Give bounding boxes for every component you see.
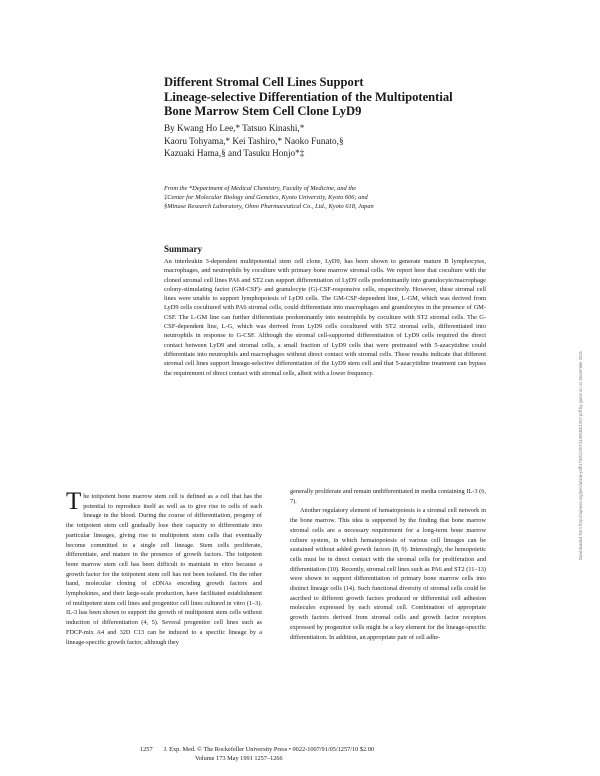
drop-cap: T xyxy=(66,492,82,515)
body-column-left xyxy=(66,492,262,744)
article-title xyxy=(164,75,494,119)
page-number: 1257 xyxy=(140,746,153,753)
body-column-right xyxy=(290,487,486,739)
journal-citation: J. Exp. Med. © The Rockefeller University Press • 0022-1007/91/05/1257/10 $2.00 xyxy=(163,746,375,753)
body-paragraph: generally proliferate and remain undifferentiated in media containing IL-3 (6, 7). xyxy=(290,488,486,505)
author-line-3: Kazuaki Hama,§ and Tasuku Honjo*‡ xyxy=(164,148,305,159)
title-line-1: Different Stromal Cell Lines Support xyxy=(164,75,364,89)
title-line-3: Bone Marrow Stem Cell Clone LyD9 xyxy=(164,104,362,118)
affiliation-line-2: ‡Center for Molecular Biology and Genetics, Kyoto University, Kyoto 606; and xyxy=(164,193,368,201)
volume-line: Volume 173 May 1991 1257–1266 xyxy=(195,755,283,762)
summary-text: An interleukin 3-dependent multipotential stem cell clone, LyD9, has been shown to generate mature B lymphocytes, macrophages, and neutrophils by coculture with primary bone marrow stromal cells. We report here that coculture with the cloned stromal cell lines PA6 and ST2 can support differentiation of LyD9 cells predominantly into granulocyte/macrophage colony-stimulating factor (GM-CSF)- and granulocyte (G)-CSF-responsive cells, respectively. However, these stromal cell lines were unable to support lymphopoiesis of LyD9 cells. The GM-CSF-dependent line, L-GM, which was derived from LyD9 cells cocultured with PA6 stromal cells, could differentiate into macrophages and granulocytes in the presence of GM-CSF. The L-GM line can further differentiate predominantly into neutrophils by coculture with ST2 stromal cells. The G-CSF-dependent line, L-G, which was derived from LyD9 cells cocultured with ST2 stromal cells, differentiated into neutrophils in response to G-CSF. Although the stromal cell-supported differentiation of LyD9 cells required the direct contact between LyD9 and stromal cells, a small fraction of LyD9 cells that were pretreated with 5-azacytidine could differentiate into neutrophils and macrophages without direct contact with stromal cells. These results indicate that different stromal cell lines support lineage-selective differentiation of the LyD9 stem cell and that 5-azacytidine treatment can bypass the requirement of direct contact with stromal cells, albeit with a lower frequency. xyxy=(164,258,486,377)
body-paragraph: he totipotent bone marrow stem cell is defined as a cell that has the potential to reproduce itself as well as to give rise to cells of each lineage in the blood. During the course of differentiation, progeny of the totipotent stem cell gradually lose their capacity to differentiate into particular lineages, giving rise to multipotent stem cells that eventually become committed to a single cell lineage. Stem cells proliferate, differentiate, and mature in the presence of growth factors. The totipotent bone marrow stem cell has been difficult to maintain in vitro because a growth factor for the totipotent stem cell has not been isolated. On the other hand, molecular cloning of cDNAs encoding growth factors and lymphokines, and their large-scale production, have facilitated establishment of multipotent stem cell lines and progenitor cell lines cultured in vitro (1–3). IL-3 has been shown to support the growth of multipotent stem cells without induction of differentiation (4, 5). Several progenitor cell lines such as FDCP-mix A4 and 32D C13 can be induced to a specific lineage by a lineage-specific growth factor, although they xyxy=(66,493,262,646)
author-line-2: Kaoru Tohyama,* Kei Tashiro,* Naoko Funato,§ xyxy=(164,135,344,146)
download-sidebar xyxy=(576,250,586,560)
author-line-1: By Kwang Ho Lee,* Tatsuo Kinashi,* xyxy=(164,123,305,133)
body-paragraph: Another regulatory element of hematopoiesis is a stromal cell network in the bone marrow. This idea is supported by the finding that bone marrow stromal cells are a necessary requirement for a long-term bone marrow culture system, in which hematopoiesis of various cell lineages can be sustained without added growth factors (8, 9). Interestingly, the hemopoietic cells must be in direct contact with the stromal cells for proliferation and differentiation (10). Recently, stromal cell lines such as PA6 and ST2 (11–13) were shown to support differentiation of primary bone marrow cells into distinct lineage cells (14). Such functional diversity of stromal cells could be ascribed to different growth factors produced or differential cell adhesion molecules expressed by each stromal cell. Combination of appropriate growth factors derived from stromal cells and growth factor receptors expressed by progenitor cells might be a key element for the lineage-specific differentiation. In addition, an appropriate pair of cell adhe- xyxy=(290,507,486,641)
author-list xyxy=(164,122,464,160)
title-line-2: Lineage-selective Differentiation of the Multipotential xyxy=(164,89,453,104)
page-footer xyxy=(140,745,494,763)
affiliation-line-3: §Minase Research Laboratory, Ohno Pharmaceutical Co., Ltd., Kyoto 618, Japan xyxy=(164,202,374,210)
affiliations xyxy=(164,185,464,212)
summary-heading: Summary xyxy=(164,244,202,254)
affiliation-line-1: From the *Department of Medical Chemistry, Faculty of Medicine, and the xyxy=(164,185,357,192)
download-notice: Downloaded from http://rupress.org/jem/article-pdf/173/5/1257/1100683/1257.pdf by guest on 11 December 2021 xyxy=(578,350,583,560)
